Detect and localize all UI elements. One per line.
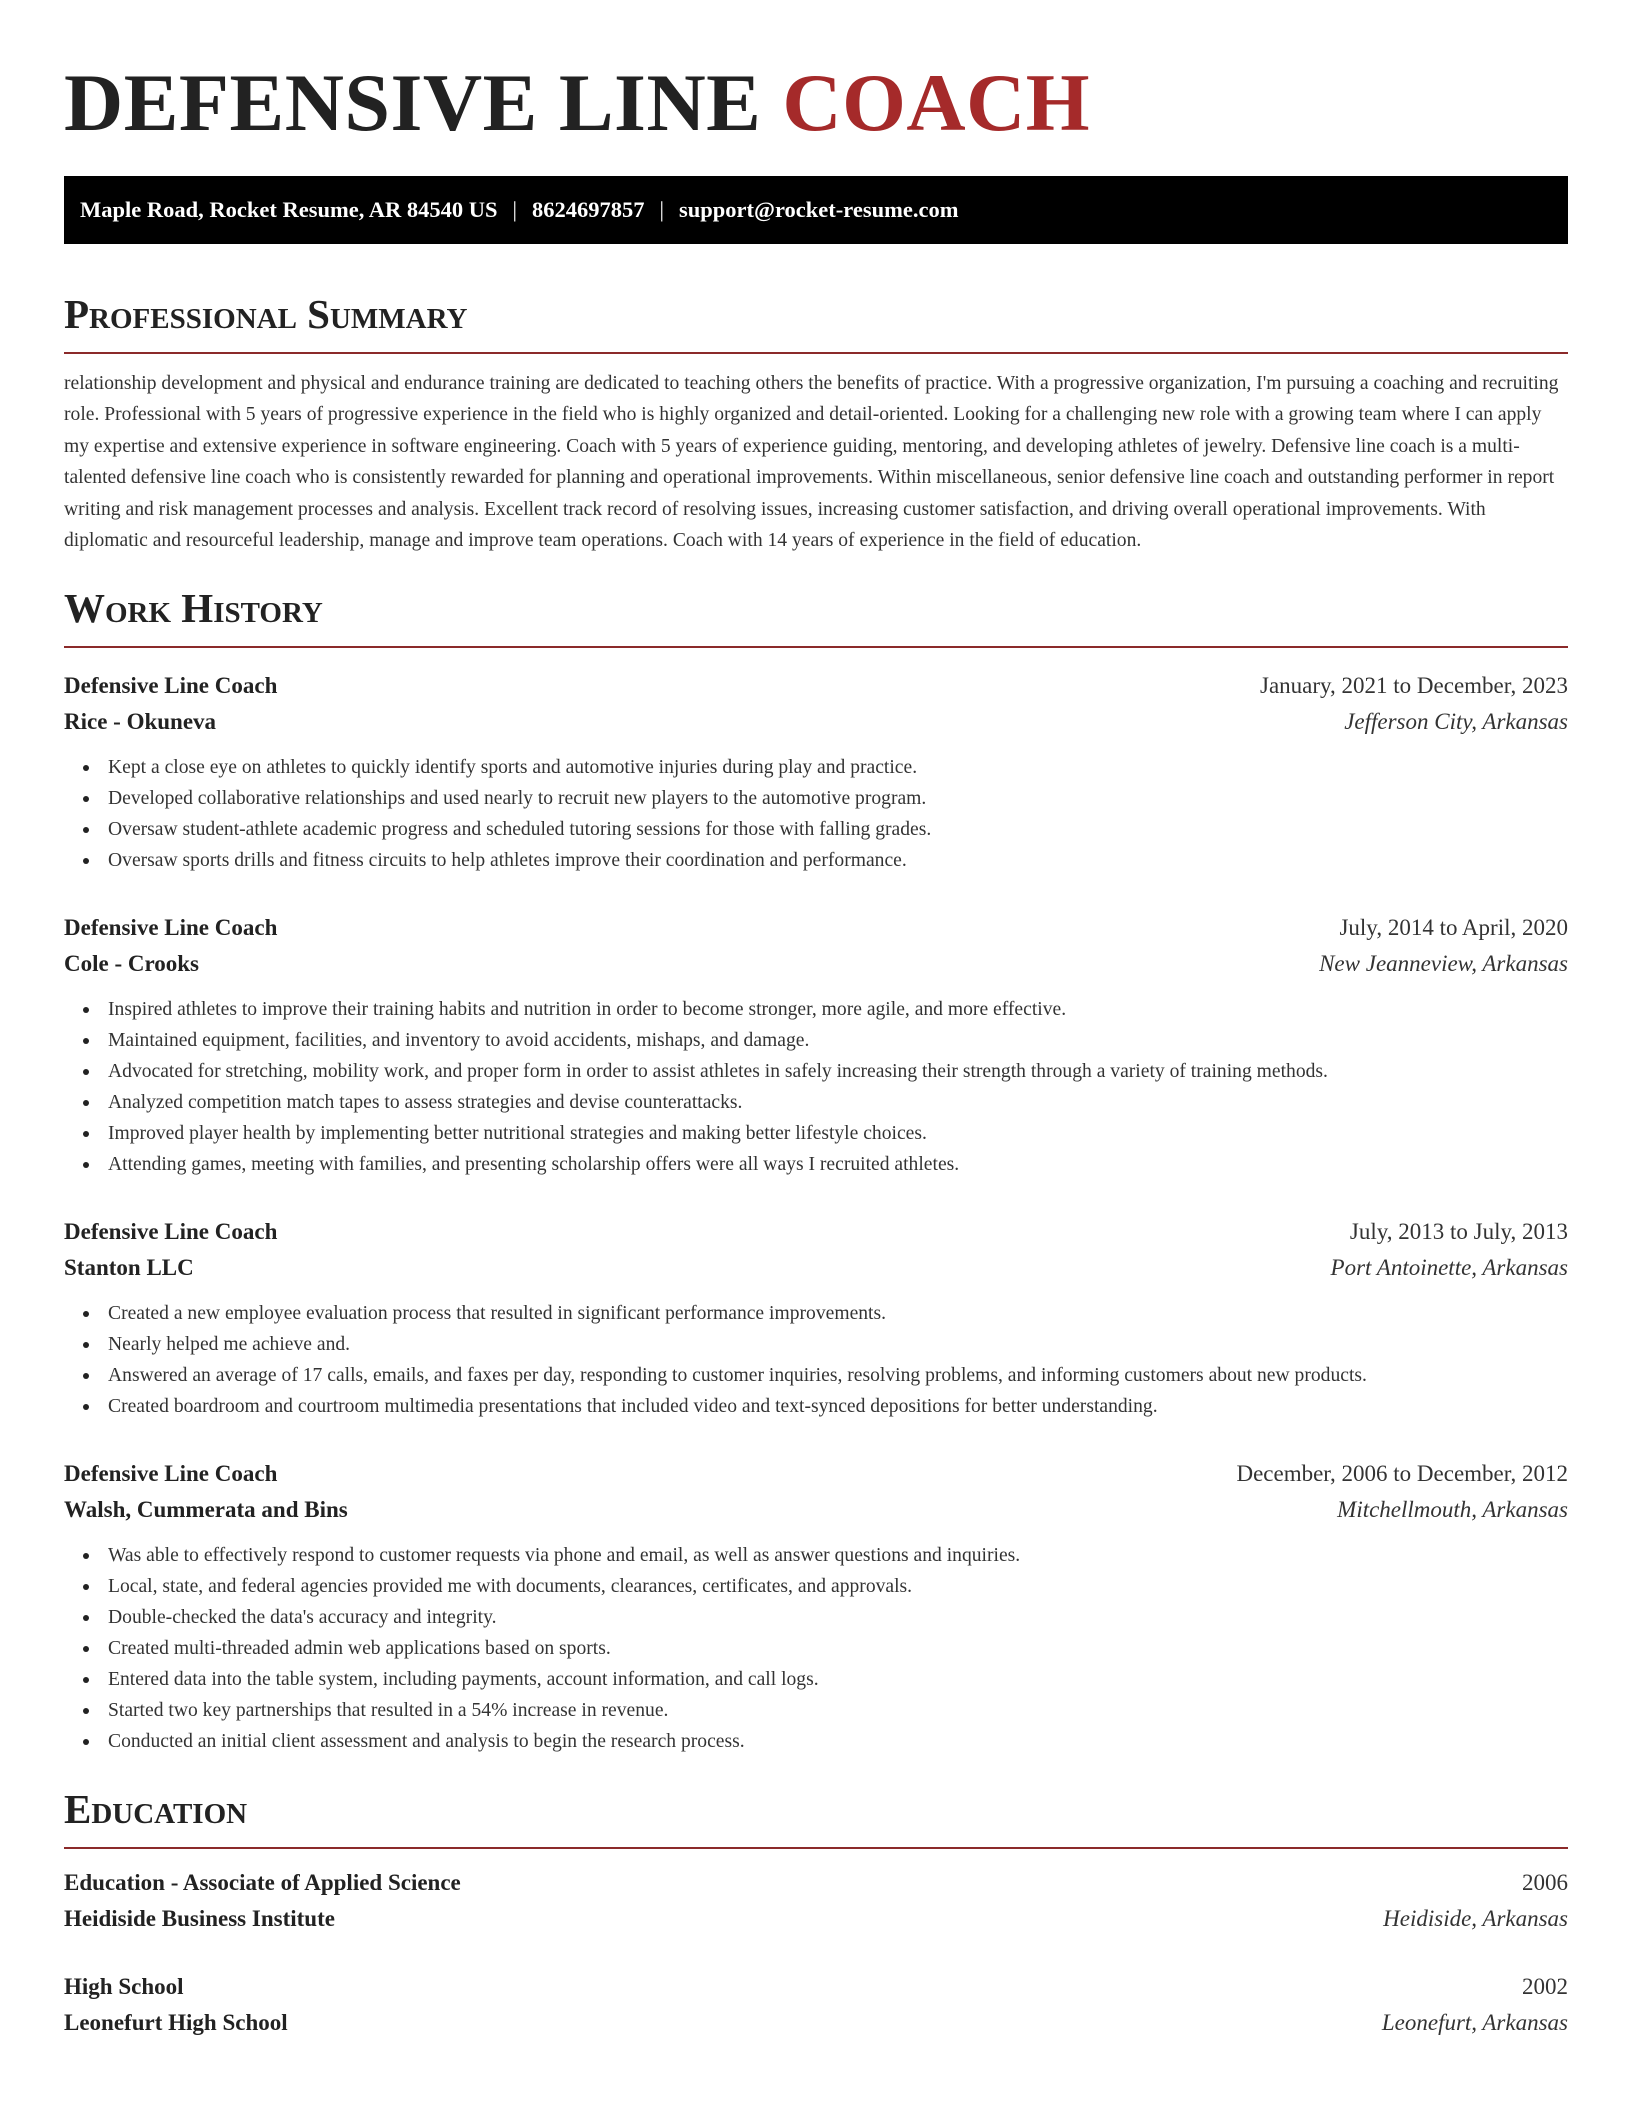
education-school-row <box>64 2005 1568 2041</box>
section-heading-education: Education <box>64 1785 1568 1849</box>
job-bullet: Started two key partnerships that resulted in a 54% increase in revenue. <box>108 1695 1568 1726</box>
job-entry <box>64 910 1568 1180</box>
contact-separator: | <box>659 197 665 222</box>
contact-bar <box>64 176 1568 244</box>
page-title <box>64 57 1568 148</box>
job-title: Defensive Line Coach <box>64 1461 278 1487</box>
job-company: Stanton LLC <box>64 1255 194 1281</box>
job-location: New Jeanneview, Arkansas <box>1319 951 1568 977</box>
job-entry <box>64 1456 1568 1757</box>
education-section <box>64 1785 1568 2041</box>
job-bullet: Double-checked the data's accuracy and integrity. <box>108 1602 1568 1633</box>
job-bullet: Was able to effectively respond to customer requests via phone and email, as well as answer questions and inquiries. <box>108 1540 1568 1571</box>
education-degree: Education - Associate of Applied Science <box>64 1870 461 1896</box>
job-title: Defensive Line Coach <box>64 1219 278 1245</box>
job-dates: July, 2014 to April, 2020 <box>1339 915 1568 941</box>
title-main: DEFENSIVE LINE <box>64 57 783 148</box>
job-bullet: Analyzed competition match tapes to assess strategies and devise counterattacks. <box>108 1087 1568 1118</box>
education-entry <box>64 1865 1568 1937</box>
job-header-row <box>64 1456 1568 1492</box>
professional-summary-section <box>64 290 1568 556</box>
job-bullet: Nearly helped me achieve and. <box>108 1329 1568 1360</box>
education-degree: High School <box>64 1974 184 2000</box>
job-bullet: Kept a close eye on athletes to quickly identify sports and automotive injuries during play and practice. <box>108 752 1568 783</box>
education-entry <box>64 1969 1568 2041</box>
contact-separator: | <box>512 197 517 222</box>
job-header-row <box>64 1214 1568 1250</box>
job-bullet: Developed collaborative relationships and used nearly to recruit new players to the automotive program. <box>108 783 1568 814</box>
job-company: Rice - Okuneva <box>64 709 217 735</box>
job-entry <box>64 1214 1568 1422</box>
job-bullet: Conducted an initial client assessment and analysis to begin the research process. <box>108 1726 1568 1757</box>
job-header-row <box>64 668 1568 704</box>
section-heading-summary: Professional Summary <box>64 290 1568 354</box>
education-year: 2006 <box>1522 1870 1568 1896</box>
section-heading-work: Work History <box>64 584 1568 648</box>
job-company: Cole - Crooks <box>64 951 200 977</box>
job-company-row <box>64 704 1568 740</box>
job-location: Port Antoinette, Arkansas <box>1330 1255 1568 1281</box>
job-location: Mitchellmouth, Arkansas <box>1337 1497 1568 1523</box>
job-bullet: Created a new employee evaluation process that resulted in significant performance improvements. <box>108 1298 1568 1329</box>
education-school: Leonefurt High School <box>64 2010 288 2036</box>
education-header-row <box>64 1969 1568 2005</box>
job-title: Defensive Line Coach <box>64 915 278 941</box>
job-bullet: Oversaw student-athlete academic progress and scheduled tutoring sessions for those with falling grades. <box>108 814 1568 845</box>
job-company-row <box>64 1492 1568 1528</box>
job-entry <box>64 668 1568 876</box>
job-bullet: Created boardroom and courtroom multimedia presentations that included video and text-synced depositions for better understanding. <box>108 1391 1568 1422</box>
education-school: Heidiside Business Institute <box>64 1906 335 1932</box>
job-header-row <box>64 910 1568 946</box>
education-location: Leonefurt, Arkansas <box>1381 2010 1568 2036</box>
education-year: 2002 <box>1522 1974 1568 2000</box>
job-company: Walsh, Cummerata and Bins <box>64 1497 348 1523</box>
job-bullet: Answered an average of 17 calls, emails, and faxes per day, responding to customer inquiries, resolving problems, and informing customers about new products. <box>108 1360 1568 1391</box>
job-location: Jefferson City, Arkansas <box>1344 709 1568 735</box>
contact-phone[interactable]: 8624697857 <box>532 197 645 222</box>
job-dates: December, 2006 to December, 2012 <box>1236 1461 1568 1487</box>
job-bullet: Entered data into the table system, including payments, account information, and call logs. <box>108 1664 1568 1695</box>
summary-text: relationship development and physical and endurance training are dedicated to teaching others the benefits of practice. With a progressive organization, I'm pursuing a coaching and recruiting role. Professional with 5 years of progressive experience in the field who is highly organized and detail-oriented. Looking for a challenging new role with a growing team where I can apply my expertise and extensive experience in software engineering. Coach with 5 years of experience guiding, mentoring, and developing athletes of jewelry. Defensive line coach is a multi-talented defensive line coach who is consistently rewarded for planning and operational improvements. Within miscellaneous, senior defensive line coach and outstanding performer in report writing and risk management processes and analysis. Excellent track record of resolving issues, increasing customer satisfaction, and driving overall operational improvements. With diplomatic and resourceful leadership, manage and improve team operations. Coach with 14 years of experience in the field of education. <box>64 373 1559 552</box>
job-bullet: Improved player health by implementing better nutritional strategies and making better lifestyle choices. <box>108 1118 1568 1149</box>
job-bullet: Attending games, meeting with families, and presenting scholarship offers were all ways I recruited athletes. <box>108 1149 1568 1180</box>
job-title: Defensive Line Coach <box>64 673 278 699</box>
job-company-row <box>64 946 1568 982</box>
job-bullets <box>64 752 1568 876</box>
job-bullet: Inspired athletes to improve their training habits and nutrition in order to become stronger, more agile, and more effective. <box>108 994 1568 1025</box>
job-bullet: Maintained equipment, facilities, and inventory to avoid accidents, mishaps, and damage. <box>108 1025 1568 1056</box>
job-bullet: Oversaw sports drills and fitness circuits to help athletes improve their coordination and performance. <box>108 845 1568 876</box>
job-dates: July, 2013 to July, 2013 <box>1349 1219 1568 1245</box>
contact-address: Maple Road, Rocket Resume, AR 84540 US <box>80 197 498 222</box>
work-history-section <box>64 584 1568 1757</box>
job-bullet: Created multi-threaded admin web applications based on sports. <box>108 1633 1568 1664</box>
job-bullet: Advocated for stretching, mobility work, and proper form in order to assist athletes in safely increasing their strength through a variety of training methods. <box>108 1056 1568 1087</box>
education-school-row <box>64 1901 1568 1937</box>
title-accent: COACH <box>782 57 1091 148</box>
job-bullets <box>64 994 1568 1180</box>
contact-email[interactable]: support@rocket-resume.com <box>679 197 959 222</box>
job-bullets <box>64 1540 1568 1757</box>
resume-page <box>64 0 1568 2041</box>
job-dates: January, 2021 to December, 2023 <box>1260 673 1568 699</box>
education-location: Heidiside, Arkansas <box>1383 1906 1568 1932</box>
job-company-row <box>64 1250 1568 1286</box>
job-bullet: Local, state, and federal agencies provided me with documents, clearances, certificates, and approvals. <box>108 1571 1568 1602</box>
education-header-row <box>64 1865 1568 1901</box>
job-bullets <box>64 1298 1568 1422</box>
